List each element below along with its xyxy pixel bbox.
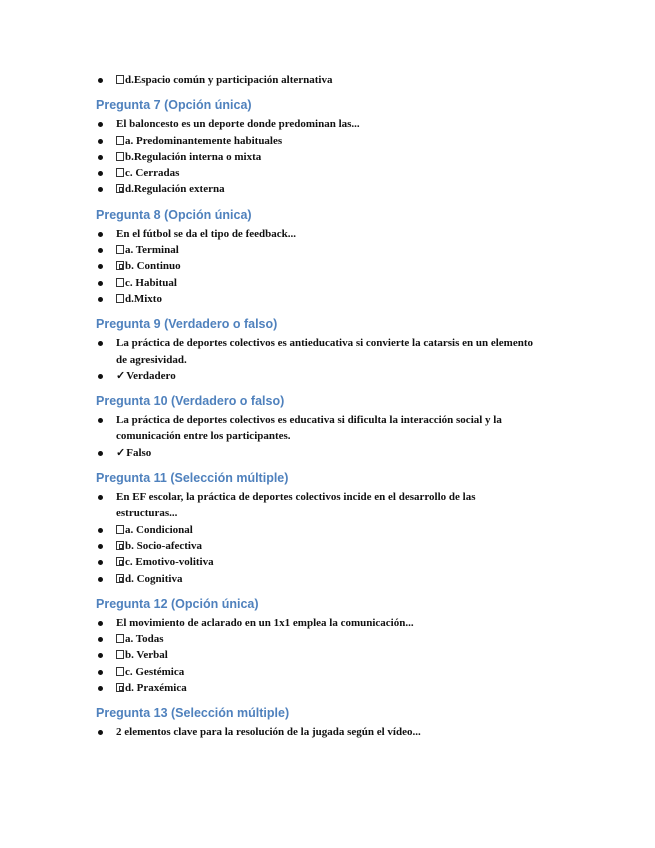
question-title: Pregunta 13 (Selección múltiple) bbox=[96, 706, 290, 721]
answer-option: d. Cognitiva bbox=[0, 571, 655, 587]
question-block bbox=[0, 470, 655, 587]
question-stem: 2 elementos clave para la resolución de la jugada según el vídeo... bbox=[0, 724, 655, 740]
checkbox-checked-icon bbox=[116, 541, 124, 550]
list-item: d.Espacio común y participación alternativa bbox=[0, 72, 655, 88]
question-items bbox=[0, 489, 655, 587]
answer-option: a. Todas bbox=[0, 631, 655, 647]
checkbox-empty-icon bbox=[116, 294, 124, 303]
question-items bbox=[0, 412, 655, 461]
answer-option: ✓Falso bbox=[0, 445, 655, 461]
document-content bbox=[0, 72, 655, 741]
question-items bbox=[0, 724, 655, 740]
question-title: Pregunta 9 (Verdadero o falso) bbox=[96, 317, 278, 332]
answer-option: d.Regulación externa bbox=[0, 181, 655, 197]
checkmark-icon: ✓ bbox=[116, 369, 126, 382]
checkbox-empty-icon bbox=[116, 634, 124, 643]
checkmark-icon: ✓ bbox=[116, 446, 126, 459]
question-block bbox=[0, 705, 655, 740]
question-block bbox=[0, 97, 655, 197]
answer-option: b. Verbal bbox=[0, 647, 655, 663]
question-block bbox=[0, 316, 655, 384]
question-block bbox=[0, 393, 655, 461]
question-title: Pregunta 10 (Verdadero o falso) bbox=[96, 394, 285, 409]
checkbox-empty-icon bbox=[116, 168, 124, 177]
answer-option: b. Continuo bbox=[0, 258, 655, 274]
question-title: Pregunta 11 (Selección múltiple) bbox=[96, 471, 289, 486]
checkbox-empty-icon bbox=[116, 152, 124, 161]
question-stem: El movimiento de aclarado en un 1x1 emplea la comunicación... bbox=[0, 615, 655, 631]
question-items bbox=[0, 116, 655, 197]
answer-option: b.Regulación interna o mixta bbox=[0, 149, 655, 165]
answer-option: a. Predominantemente habituales bbox=[0, 133, 655, 149]
question-items bbox=[0, 335, 655, 384]
question-stem: La práctica de deportes colectivos es antieducativa si convierte la catarsis en un elemento de agresividad. bbox=[0, 335, 655, 368]
checkbox-empty-icon bbox=[116, 136, 124, 145]
answer-option: c. Habitual bbox=[0, 275, 655, 291]
question-items bbox=[0, 226, 655, 307]
question-block bbox=[0, 207, 655, 307]
question-block bbox=[0, 596, 655, 696]
checkbox-empty-icon bbox=[116, 525, 124, 534]
lead-list bbox=[0, 72, 655, 88]
question-title: Pregunta 12 (Opción única) bbox=[96, 596, 259, 611]
answer-option: c. Gestémica bbox=[0, 664, 655, 680]
checkbox-checked-icon bbox=[116, 683, 124, 692]
question-stem: En el fútbol se da el tipo de feedback... bbox=[0, 226, 655, 242]
answer-option: ✓Verdadero bbox=[0, 368, 655, 384]
answer-option: c. Cerradas bbox=[0, 165, 655, 181]
checkbox-checked-icon bbox=[116, 261, 124, 270]
answer-option: d.Mixto bbox=[0, 291, 655, 307]
question-title: Pregunta 7 (Opción única) bbox=[96, 98, 252, 113]
question-stem: El baloncesto es un deporte donde predominan las... bbox=[0, 116, 655, 132]
question-stem: La práctica de deportes colectivos es educativa si dificulta la interacción social y la comunicación entre los participantes. bbox=[0, 412, 655, 445]
checkbox-empty-icon bbox=[116, 75, 124, 84]
question-items bbox=[0, 615, 655, 696]
checkbox-empty-icon bbox=[116, 278, 124, 287]
checkbox-empty-icon bbox=[116, 650, 124, 659]
answer-option: a. Terminal bbox=[0, 242, 655, 258]
checkbox-checked-icon bbox=[116, 557, 124, 566]
question-stem: En EF escolar, la práctica de deportes colectivos incide en el desarrollo de las estructuras... bbox=[0, 489, 655, 522]
answer-option: d. Praxémica bbox=[0, 680, 655, 696]
checkbox-empty-icon bbox=[116, 245, 124, 254]
answer-option: a. Condicional bbox=[0, 522, 655, 538]
answer-option: b. Socio-afectiva bbox=[0, 538, 655, 554]
question-title: Pregunta 8 (Opción única) bbox=[96, 207, 252, 222]
checkbox-checked-icon bbox=[116, 184, 124, 193]
checkbox-empty-icon bbox=[116, 667, 124, 676]
answer-option: c. Emotivo-volitiva bbox=[0, 554, 655, 570]
checkbox-checked-icon bbox=[116, 574, 124, 583]
